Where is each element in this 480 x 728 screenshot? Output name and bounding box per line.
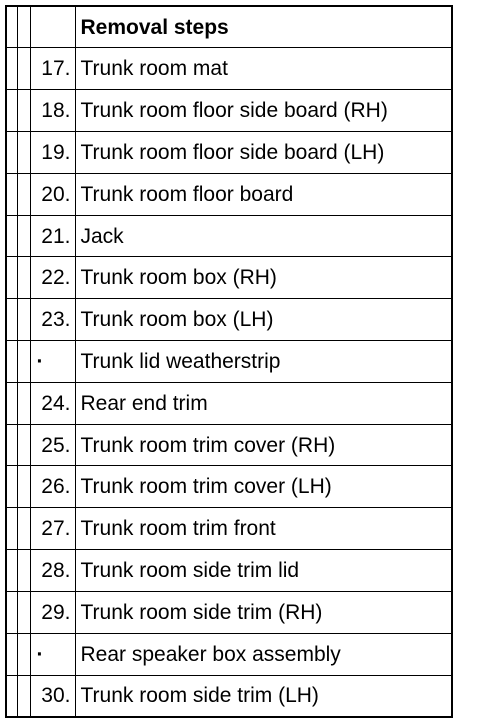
- step-description: Trunk room trim cover (LH): [75, 466, 451, 508]
- gutter-cell: [17, 257, 30, 299]
- step-description: Trunk room box (LH): [75, 299, 451, 341]
- gutter-cell: [7, 215, 17, 257]
- step-description: Jack: [75, 215, 451, 257]
- step-number: 22.: [30, 257, 75, 299]
- step-description: Trunk room floor board: [75, 173, 451, 215]
- step-number: 30.: [30, 675, 75, 716]
- table-row: [7, 508, 451, 550]
- step-number: 29.: [30, 591, 75, 633]
- table-row: [7, 466, 451, 508]
- step-number: ·: [30, 633, 75, 675]
- gutter-cell: [17, 215, 30, 257]
- gutter-cell: [17, 675, 30, 716]
- gutter-cell: [17, 48, 30, 90]
- gutter-cell: [17, 591, 30, 633]
- gutter-cell: [17, 550, 30, 592]
- step-description: Rear end trim: [75, 382, 451, 424]
- step-description: Trunk room trim front: [75, 508, 451, 550]
- step-description: Trunk lid weatherstrip: [75, 341, 451, 383]
- table-row: [7, 173, 451, 215]
- table-row: [7, 131, 451, 173]
- step-description: Trunk room trim cover (RH): [75, 424, 451, 466]
- gutter-cell: [7, 7, 17, 48]
- step-description: Trunk room side trim lid: [75, 550, 451, 592]
- step-number: 17.: [30, 48, 75, 90]
- table-row: [7, 90, 451, 132]
- step-number: 18.: [30, 90, 75, 132]
- step-description: Rear speaker box assembly: [75, 633, 451, 675]
- table-row: [7, 591, 451, 633]
- step-number: 26.: [30, 466, 75, 508]
- table-row: [7, 382, 451, 424]
- gutter-cell: [7, 675, 17, 716]
- table-header-row: [7, 7, 451, 48]
- gutter-cell: [17, 341, 30, 383]
- gutter-cell: [7, 633, 17, 675]
- step-description: Trunk room box (RH): [75, 257, 451, 299]
- gutter-cell: [7, 341, 17, 383]
- gutter-cell: [7, 424, 17, 466]
- gutter-cell: [7, 299, 17, 341]
- step-description: Trunk room floor side board (RH): [75, 90, 451, 132]
- gutter-cell: [17, 382, 30, 424]
- step-description: Trunk room floor side board (LH): [75, 131, 451, 173]
- step-description: Trunk room side trim (LH): [80, 684, 319, 708]
- removal-steps-table-frame: [5, 5, 453, 718]
- table-row: [7, 215, 451, 257]
- step-number: 23.: [30, 299, 75, 341]
- gutter-cell: [7, 48, 17, 90]
- step-description: Trunk room side trim (RH): [75, 591, 451, 633]
- gutter-cell: [17, 633, 30, 675]
- header-number-cell: [30, 7, 75, 48]
- step-number: 19.: [30, 131, 75, 173]
- table-row: [7, 48, 451, 90]
- table-row: [7, 675, 451, 716]
- gutter-cell: [17, 173, 30, 215]
- gutter-cell: [17, 90, 30, 132]
- step-number: 20.: [30, 173, 75, 215]
- gutter-cell: [7, 257, 17, 299]
- gutter-cell: [17, 424, 30, 466]
- table-row: [7, 257, 451, 299]
- step-number: 28.: [30, 550, 75, 592]
- table-row: [7, 341, 451, 383]
- gutter-cell: [7, 550, 17, 592]
- table-row: [7, 299, 451, 341]
- gutter-cell: [17, 131, 30, 173]
- removal-steps-table: [7, 7, 451, 716]
- table-row: [7, 424, 451, 466]
- table-row: [7, 633, 451, 675]
- gutter-cell: [7, 466, 17, 508]
- table-row: [7, 550, 451, 592]
- step-number: 25.: [30, 424, 75, 466]
- step-number: ·: [30, 341, 75, 383]
- step-number: 21.: [30, 215, 75, 257]
- gutter-cell: [7, 591, 17, 633]
- table-title: Removal steps: [75, 7, 451, 48]
- gutter-cell: [7, 131, 17, 173]
- step-number: 27.: [30, 508, 75, 550]
- gutter-cell: [7, 173, 17, 215]
- step-number: 24.: [30, 382, 75, 424]
- gutter-cell: [17, 466, 30, 508]
- gutter-cell: [7, 90, 17, 132]
- gutter-cell: [17, 7, 30, 48]
- gutter-cell: [7, 508, 17, 550]
- step-description: Trunk room mat: [75, 48, 451, 90]
- gutter-cell: [17, 299, 30, 341]
- gutter-cell: [17, 508, 30, 550]
- gutter-cell: [7, 382, 17, 424]
